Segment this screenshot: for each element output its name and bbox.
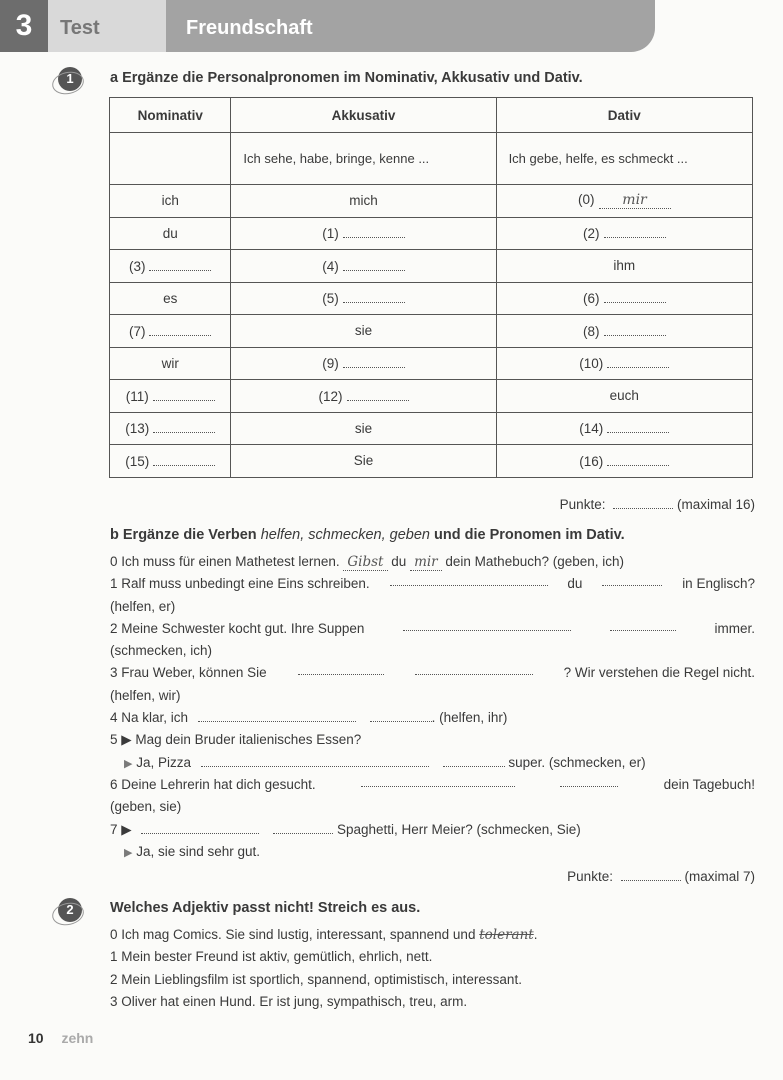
text: Spaghetti, Herr Meier? (schmecken, Sie) — [336, 821, 581, 837]
answer-blank[interactable] — [403, 618, 571, 631]
sub-header-dativ: Ich gebe, helfe, es schmeckt ... — [496, 133, 752, 185]
text: 2 Mein Lieblingsfilm ist sportlich, spannend, optimistisch, interessant. — [110, 971, 522, 987]
score-max: (maximal 7) — [684, 869, 755, 884]
line-0 — [110, 551, 755, 573]
text: 7 ▶ — [110, 821, 132, 837]
score-label: Punkte: — [567, 869, 613, 884]
answer-blank[interactable] — [343, 258, 405, 271]
text: dein Mathebuch? (geben, ich) — [445, 554, 625, 569]
answer-blank[interactable] — [415, 662, 533, 675]
line-1-cont — [110, 596, 755, 618]
answer-blank[interactable] — [153, 420, 215, 433]
answer-blank[interactable] — [153, 388, 215, 401]
exercise-2-badge: 2 — [58, 898, 82, 922]
text: du — [391, 554, 407, 569]
table-row — [110, 315, 753, 348]
answer-blank[interactable] — [141, 821, 259, 834]
sub-header-akkusativ: Ich sehe, habe, bringe, kenne ... — [231, 133, 496, 185]
page-number: 10 — [28, 1030, 44, 1046]
answer-blank[interactable] — [370, 709, 432, 722]
cell: Sie — [353, 453, 374, 469]
text: 0 Ich mag Comics. Sie sind lustig, interessant, spannend und — [110, 927, 476, 942]
line-2-cont — [110, 640, 755, 662]
page-footer — [28, 1030, 93, 1046]
table-row — [110, 412, 753, 445]
answer-blank[interactable] — [149, 258, 211, 271]
page-title: Freundschaft — [166, 0, 655, 52]
table-row — [110, 185, 753, 218]
answer-blank[interactable] — [607, 420, 669, 433]
text: immer. — [714, 620, 755, 636]
line-3[interactable] — [110, 991, 755, 1013]
text: du — [567, 576, 583, 592]
col-header-dativ: Dativ — [496, 98, 752, 133]
arrow-icon: ▶ — [124, 846, 133, 859]
text: 0 Ich muss für einen Mathetest lernen. — [110, 554, 340, 569]
text: in Englisch? — [682, 576, 755, 592]
cell: (4) — [322, 258, 339, 274]
table-row — [110, 380, 753, 413]
cell: es — [163, 290, 178, 306]
table-row — [110, 445, 753, 478]
heading-part: und die Pronomen im Dativ. — [434, 527, 625, 543]
line-0: 0 Ich mag Comics. Sie sind lustig, interessant, spannend und tolerant. — [110, 927, 538, 943]
table-row — [110, 282, 753, 315]
exercise-1-badge: 1 — [58, 67, 82, 91]
answer-blank[interactable] — [343, 355, 405, 368]
answer-blank[interactable] — [343, 290, 405, 303]
exercise-1a-heading: a Ergänze die Personalpronomen im Nominativ, Akkusativ und Dativ. — [110, 70, 583, 86]
text: . (helfen, ihr) — [431, 710, 508, 726]
line-2[interactable] — [110, 969, 755, 991]
line-1[interactable] — [110, 946, 755, 968]
text: 4 Na klar, ich — [110, 710, 189, 726]
text: ? Wir verstehen die Regel nicht. — [563, 665, 755, 681]
unit-number: 3 — [0, 0, 48, 52]
cell: (12) — [318, 388, 343, 404]
text: Ja, sie sind sehr gut. — [136, 843, 261, 859]
answer-blank[interactable] — [607, 453, 669, 466]
col-header-nominativ: Nominativ — [110, 98, 231, 133]
cell: (15) — [125, 453, 150, 469]
text: (schmecken, ich) — [110, 643, 213, 659]
page-number-word: zehn — [61, 1030, 94, 1046]
pronoun-table — [109, 97, 753, 478]
text: (helfen, wir) — [110, 687, 181, 703]
text: 5 ▶ Mag dein Bruder italienisches Essen? — [110, 732, 362, 748]
cell: (5) — [322, 291, 339, 307]
line-3-cont — [110, 685, 755, 707]
text: 3 Oliver hat einen Hund. Er ist jung, sympathisch, treu, arm. — [110, 993, 468, 1009]
line-5 — [110, 729, 755, 751]
exercise-2-heading: Welches Adjektiv passt nicht! Streich es aus. — [110, 900, 421, 916]
text: 1 Mein bester Freund ist aktiv, gemütlich, ehrlich, nett. — [110, 949, 433, 965]
cell: (7) — [128, 323, 146, 339]
answer-blank[interactable] — [298, 662, 384, 675]
line-7 — [110, 819, 755, 841]
answer-blank[interactable] — [198, 709, 356, 722]
answer-blank[interactable] — [604, 290, 666, 303]
text: 2 Meine Schwester kocht gut. Ihre Suppen — [110, 620, 365, 636]
col-header-akkusativ: Akkusativ — [231, 98, 496, 133]
text: dein Tagebuch! — [663, 776, 755, 792]
cell: (3) — [128, 258, 146, 274]
answer-blank[interactable] — [390, 573, 548, 586]
line-6 — [110, 774, 755, 796]
text: (geben, sie) — [110, 799, 182, 815]
answer-blank[interactable] — [604, 323, 666, 336]
heading-part: b Ergänze die Verben — [110, 527, 257, 543]
cell: wir — [161, 355, 179, 371]
cell: (0) — [578, 192, 595, 208]
answer-blank[interactable] — [604, 225, 666, 238]
answer-blank[interactable] — [602, 573, 662, 586]
cell: mich — [349, 193, 378, 209]
text: super. (schmecken, er) — [508, 754, 646, 770]
text: 3 Frau Weber, können Sie — [110, 665, 267, 681]
answer-blank[interactable] — [153, 453, 215, 466]
cell: (1) — [322, 226, 339, 242]
page-header — [0, 0, 655, 52]
sub-header-nominativ — [110, 133, 231, 185]
line-4 — [110, 707, 755, 729]
cell: du — [162, 225, 178, 241]
cell: (10) — [579, 356, 604, 372]
line-2 — [110, 618, 755, 640]
score-label: Punkte: — [559, 497, 606, 512]
cell: (11) — [125, 388, 149, 404]
answer-blank[interactable] — [361, 774, 515, 787]
line-1 — [110, 573, 755, 595]
cell: sie — [354, 323, 373, 339]
score-max: (maximal 16) — [676, 497, 755, 512]
answer-blank[interactable] — [149, 323, 211, 336]
text: Ja, Pizza — [136, 754, 192, 770]
example-answer: mir — [410, 554, 442, 571]
example-answer: Gibst — [343, 554, 387, 571]
cell: (2) — [583, 226, 600, 242]
cell: euch — [609, 388, 639, 404]
answer-blank[interactable] — [607, 355, 669, 368]
text: 1 Ralf muss unbedingt eine Eins schreiben. — [110, 576, 370, 592]
example-answer: mir — [599, 192, 671, 209]
line-5-reply — [110, 752, 755, 774]
line-3 — [110, 662, 755, 684]
text: 6 Deine Lehrerin hat dich gesucht. — [110, 776, 316, 792]
cell: ihm — [613, 258, 636, 274]
answer-blank[interactable] — [273, 821, 333, 834]
score-blank[interactable] — [621, 868, 681, 881]
section-label: Test — [48, 0, 166, 52]
cell: (6) — [583, 291, 600, 307]
cell: (14) — [579, 421, 604, 437]
score-a — [560, 496, 755, 512]
table-row — [110, 217, 753, 250]
table-row — [110, 250, 753, 283]
line-7-reply — [110, 841, 755, 863]
cell: (8) — [583, 323, 600, 339]
line-6-cont — [110, 796, 755, 818]
answer-blank[interactable] — [443, 754, 505, 767]
answer-blank[interactable] — [347, 388, 409, 401]
example-answer: tolerant — [479, 927, 534, 943]
text: (helfen, er) — [110, 598, 176, 614]
heading-verbs: helfen, schmecken, geben — [260, 527, 430, 543]
answer-blank[interactable] — [610, 618, 676, 631]
cell: (13) — [125, 421, 150, 437]
exercise-1b-heading — [110, 527, 625, 543]
cell: (16) — [579, 453, 604, 469]
answer-blank[interactable] — [560, 774, 618, 787]
cell: (9) — [322, 356, 339, 372]
arrow-icon: ▶ — [124, 757, 133, 770]
answer-blank[interactable] — [343, 225, 405, 238]
cell: sie — [354, 420, 373, 436]
score-blank[interactable] — [613, 496, 673, 509]
cell: ich — [161, 193, 179, 209]
exercise-2-lines — [110, 924, 755, 1013]
exercise-1b-lines — [110, 551, 755, 863]
answer-blank[interactable] — [201, 754, 429, 767]
table-row — [110, 347, 753, 380]
score-b — [567, 868, 755, 884]
